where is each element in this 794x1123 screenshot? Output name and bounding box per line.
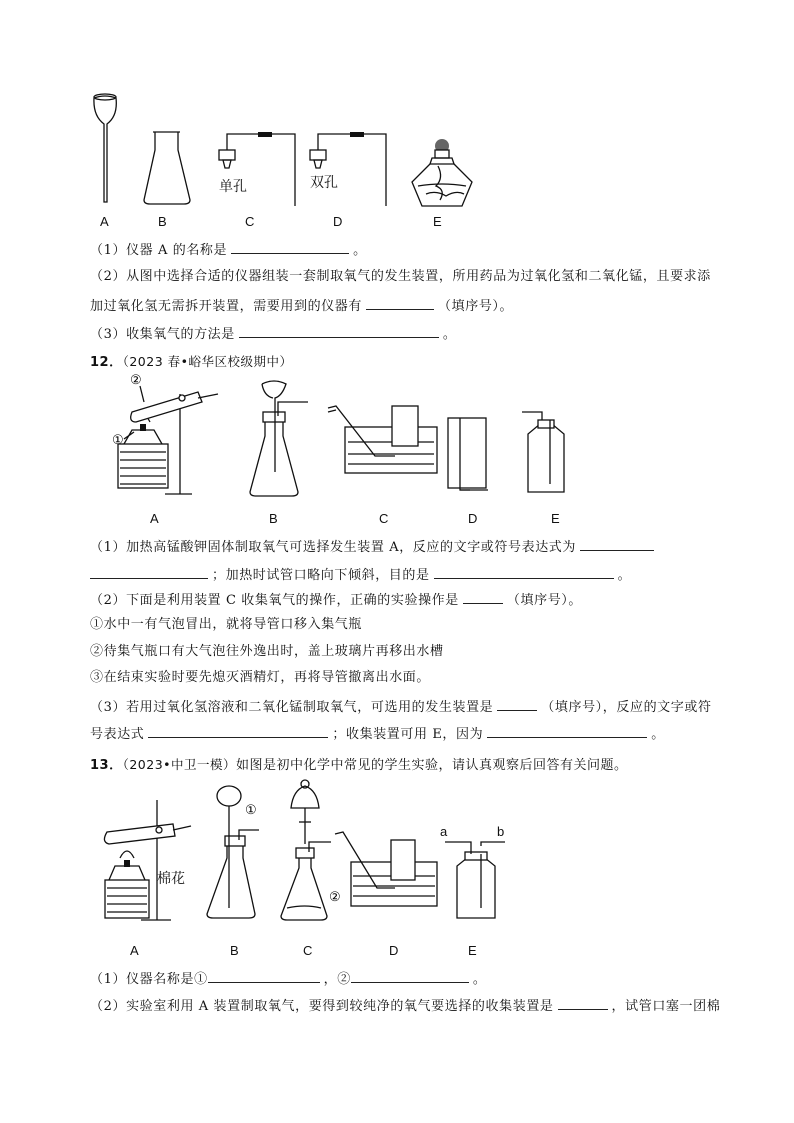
cotton-label: 棉花: [157, 870, 185, 886]
q12-part3-line1: （3）若用过氧化氢溶液和二氧化锰制取氧气，可选用的发生装置是 （填序号），反应的文字或符: [90, 700, 712, 715]
q12-part3-line2: 号表达式 ；收集装置可用 E，因为 。: [90, 727, 665, 742]
fig2-label-e: E: [551, 511, 560, 526]
fig1-label-a: A: [100, 214, 109, 229]
water-trough-icon: [328, 406, 437, 473]
port-b-label: b: [497, 824, 505, 839]
port-a-label: a: [440, 824, 448, 839]
marker-2: ②: [329, 890, 341, 905]
figure-3-apparatus: [95, 776, 535, 926]
figure-2-apparatus: [110, 372, 580, 507]
conical-flask-icon: [144, 132, 190, 204]
heating-test-tube-setup-icon: [104, 800, 191, 920]
answer-blank[interactable]: [239, 325, 439, 338]
q12-part2: （2）下面是利用装置 C 收集氧气的操作，正确的实验操作是 （填序号）。: [90, 593, 582, 608]
fig2-label-d: D: [468, 511, 478, 526]
q13-part1: （1）仪器名称是① ，② 。: [90, 972, 487, 987]
q12-option-2: ②待集气瓶口有大气泡往外逸出时，盖上玻璃片再移出水槽: [90, 644, 444, 659]
answer-blank[interactable]: [434, 566, 614, 579]
two-port-gas-bottle-icon: [445, 842, 505, 918]
answer-blank[interactable]: [208, 970, 320, 983]
fig1-label-e: E: [433, 214, 442, 229]
marker-1: ①: [245, 803, 257, 818]
q11-part1: （1）仪器 A 的名称是 。: [90, 243, 367, 258]
answer-blank[interactable]: [148, 725, 328, 738]
collection-bottle-icon: [522, 412, 564, 492]
q12-header: 12．（2023 春•峪华区校级期中）: [90, 354, 293, 370]
answer-blank[interactable]: [351, 970, 469, 983]
q12-option-3: ③在结束实验时要先熄灭酒精灯，再将导管撤离出水面。: [90, 670, 431, 685]
water-trough-icon: [335, 832, 437, 906]
answer-blank[interactable]: [558, 997, 608, 1010]
q11-part2-line1: （2）从图中选择合适的仪器组装一套制取氧气的发生装置，所用药品为过氧化氢和二氧化锰，且要求添: [90, 269, 711, 284]
fig3-label-b: B: [230, 943, 239, 958]
long-neck-funnel-icon: [94, 94, 116, 202]
q13-header: 13．（2023•中卫一模）如图是初中化学中常见的学生实验，请认真观察后回答有关问题。: [90, 757, 628, 773]
answer-blank[interactable]: [580, 538, 654, 551]
fig2-label-a: A: [150, 511, 159, 526]
q12-part1-line2: ；加热时试管口略向下倾斜，目的是 。: [90, 566, 631, 584]
flask-with-separatory-funnel-icon: [281, 780, 331, 920]
gas-bottle-icon: [448, 418, 488, 490]
alcohol-lamp-icon: [412, 139, 472, 206]
q12-option-1: ①水中一有气泡冒出，就将导管口移入集气瓶: [90, 617, 363, 632]
fig2-label-b: B: [269, 511, 278, 526]
single-hole-label: 单孔: [219, 178, 247, 194]
fig2-label-c: C: [379, 511, 389, 526]
answer-blank[interactable]: [497, 698, 537, 711]
double-hole-label: 双孔: [310, 174, 338, 190]
fig3-label-e: E: [468, 943, 477, 958]
double-hole-stopper-icon: [310, 132, 386, 206]
fig1-label-c: C: [245, 214, 255, 229]
q12-part1-line1: （1）加热高锰酸钾固体制取氧气可选择发生装置 A，反应的文字或符号表达式为: [90, 538, 658, 556]
answer-blank[interactable]: [366, 297, 434, 310]
heating-test-tube-setup-icon: [118, 392, 218, 494]
answer-blank[interactable]: [463, 591, 503, 604]
fig3-label-a: A: [130, 943, 139, 958]
figure-1-apparatus: [80, 90, 480, 215]
q11-part3: （3）收集氧气的方法是 。: [90, 327, 457, 342]
q11-part2-line2: 加过氧化氢无需拆开装置，需要用到的仪器有 （填序号）。: [90, 299, 514, 314]
q13-part2: （2）实验室利用 A 装置制取氧气，要得到较纯净的氧气要选择的收集装置是 ，试管口塞一团棉: [90, 999, 721, 1014]
answer-blank[interactable]: [90, 566, 208, 579]
flask-with-funnel-icon: [250, 381, 308, 496]
answer-blank[interactable]: [231, 241, 349, 254]
fig1-label-d: D: [333, 214, 343, 229]
marker-1: ①: [112, 433, 124, 448]
fig1-label-b: B: [158, 214, 167, 229]
fig3-label-d: D: [389, 943, 399, 958]
fig3-label-c: C: [303, 943, 313, 958]
marker-2: ②: [130, 373, 142, 388]
answer-blank[interactable]: [487, 725, 647, 738]
